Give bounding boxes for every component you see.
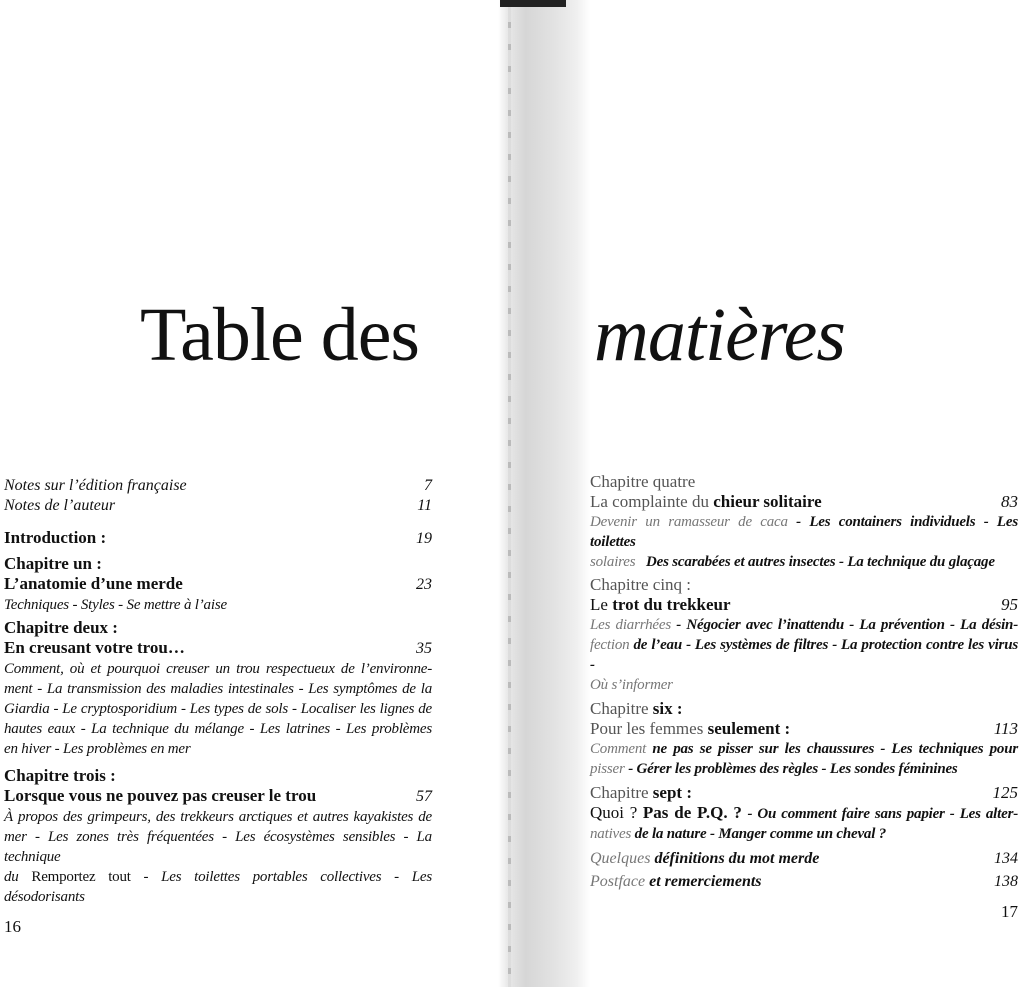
toc-entry-chapter-2[interactable] [4, 638, 432, 659]
chapter-heading: Chapitre deux : [4, 618, 118, 637]
label-part: définitions du mot merde [654, 850, 820, 867]
summary-part: Des scarabées et autres insectes - La technique du glaçage [646, 554, 995, 570]
entry-label: Lorsque vous ne pouvez pas creuser le trou [4, 786, 317, 805]
chapter-summary: Techniques - Styles - Se mettre à l’aise [4, 597, 227, 613]
entry-label [590, 719, 790, 739]
summary-part: Remportez tout [31, 869, 131, 885]
summary-part: de l’eau - Les systèmes de filtres - La protection contre les virus - [590, 637, 1018, 673]
title-right: matières [594, 293, 845, 377]
entry-page: 125 [992, 783, 1018, 802]
chapter-summary [590, 512, 1018, 552]
summary-part: - Les toilettes portables collectives - Les désodorisants [4, 869, 432, 905]
title-part: trot du trekkeur [612, 595, 731, 614]
title-part: Pour les femmes [590, 719, 704, 738]
chapter-summary: ment - La transmission des maladies intestinales - Les symptômes de la [4, 681, 432, 697]
chapter-summary [4, 867, 432, 907]
toc-entry-definitions[interactable] [590, 849, 1018, 869]
chapter-summary [590, 824, 1018, 844]
chapter-summary [590, 552, 1018, 572]
chapter-heading: Chapitre cinq : [590, 575, 692, 594]
entry-page: 23 [416, 576, 432, 593]
summary-part: solaires [590, 554, 636, 570]
chapter-heading: Chapitre trois : [4, 766, 116, 785]
chapter-summary: Giardia - Le cryptosporidium - Les types de sols - Localiser les lignes de [4, 701, 432, 717]
title-part: La complainte du [590, 492, 709, 511]
label-part: Quelques [590, 850, 651, 867]
heading-part: Chapitre [590, 783, 649, 802]
summary-part: Comment [590, 741, 647, 757]
toc-entry-chapter-3[interactable] [4, 786, 432, 807]
summary-part: - Gérer les problèmes des règles - Les sondes féminines [628, 761, 958, 777]
summary-part: - Ou comment faire sans papier - Les alter- [747, 806, 1019, 822]
toc-entry-notes-author[interactable] [4, 496, 432, 516]
title-part: chieur solitaire [713, 492, 822, 511]
page-number-left: 16 [4, 917, 21, 936]
chapter-summary [590, 615, 1018, 635]
spine-binding [508, 0, 511, 987]
entry-page: 134 [994, 850, 1018, 867]
entry-label: Notes sur l’édition française [4, 477, 187, 494]
chapter-summary [590, 635, 1018, 675]
spine-top-edge [500, 0, 566, 7]
summary-part: - Les containers individuels - Les toilettes [590, 514, 1018, 550]
title-part: Quoi ? [590, 803, 638, 822]
summary-part: Les diarrhées [590, 617, 671, 633]
summary-part: de la nature - Manger comme un cheval ? [634, 826, 887, 842]
entry-label [590, 872, 762, 892]
entry-page: 113 [993, 719, 1018, 738]
chapter-heading [590, 699, 1018, 719]
label-part: et remerciements [649, 873, 762, 890]
entry-label [590, 595, 731, 615]
summary-part: ne pas se pisser sur les chaussures - Les techniques pour [652, 741, 1018, 757]
title-part: seulement : [707, 719, 791, 738]
summary-part: pisser [590, 761, 625, 777]
entry-page: 83 [1001, 492, 1018, 511]
left-page-toc [4, 476, 432, 937]
toc-entry-chapter-4[interactable] [590, 492, 1018, 512]
chapter-summary: en hiver - Les problèmes en mer [4, 741, 191, 757]
chapter-summary: À propos des grimpeurs, des trekkeurs arctiques et autres kayakistes de [4, 809, 432, 825]
toc-entry-postface[interactable] [590, 872, 1018, 892]
toc-entry-chapter-7[interactable] [590, 783, 1018, 803]
summary-part: - Négocier avec l’inattendu - La prévention - La désin- [676, 617, 1018, 633]
summary-part: natives [590, 826, 632, 842]
title-left: Table des [140, 293, 420, 377]
summary-part: fection [590, 637, 630, 653]
page-number-right: 17 [1001, 902, 1018, 921]
toc-entry-introduction[interactable] [4, 528, 432, 549]
heading-part: Chapitre [590, 699, 649, 718]
chapter-summary: Comment, où et pourquoi creuser un trou respectueux de l’environne- [4, 661, 432, 677]
entry-label: Notes de l’auteur [4, 497, 116, 514]
toc-entry-chapter-6[interactable] [590, 719, 1018, 739]
heading-part: six : [652, 699, 683, 718]
chapter-summary [590, 759, 1018, 779]
summary-part: du [4, 869, 19, 885]
chapter-heading: Chapitre un : [4, 554, 102, 573]
entry-page: 35 [416, 640, 432, 657]
chapter-summary: mer - Les zones très fréquentées - Les écosystèmes sensibles - La technique [4, 829, 432, 865]
chapter-heading [590, 783, 692, 803]
chapter-title-line [590, 803, 1018, 824]
heading-part: sept : [652, 783, 692, 802]
entry-page: 11 [417, 497, 432, 514]
book-spine [498, 0, 590, 987]
entry-page: 95 [1001, 595, 1018, 614]
toc-entry-notes-fr[interactable] [4, 476, 432, 496]
entry-page: 19 [416, 530, 432, 547]
chapter-summary [590, 739, 1018, 759]
entry-label: En creusant votre trou… [4, 638, 185, 657]
toc-entry-chapter-1[interactable] [4, 574, 432, 595]
label-part: Postface [590, 873, 646, 890]
chapter-summary: hautes eaux - La technique du mélange - Les latrines - Les problèmes [4, 721, 432, 737]
entry-page: 138 [994, 873, 1018, 890]
right-page-toc [590, 472, 1018, 922]
entry-page: 57 [416, 788, 432, 805]
chapter-summary: Où s’informer [590, 677, 673, 693]
entry-label: L’anatomie d’une merde [4, 574, 183, 593]
summary-part: Devenir un ramasseur de caca [590, 514, 788, 530]
toc-entry-chapter-5[interactable] [590, 595, 1018, 615]
entry-label [590, 492, 822, 512]
title-part: Pas de P.Q. ? [642, 803, 742, 822]
chapter-heading: Chapitre quatre [590, 472, 696, 491]
entry-label [590, 849, 819, 869]
entry-page: 7 [424, 477, 432, 494]
title-part: Le [590, 595, 608, 614]
entry-label: Introduction : [4, 528, 107, 547]
